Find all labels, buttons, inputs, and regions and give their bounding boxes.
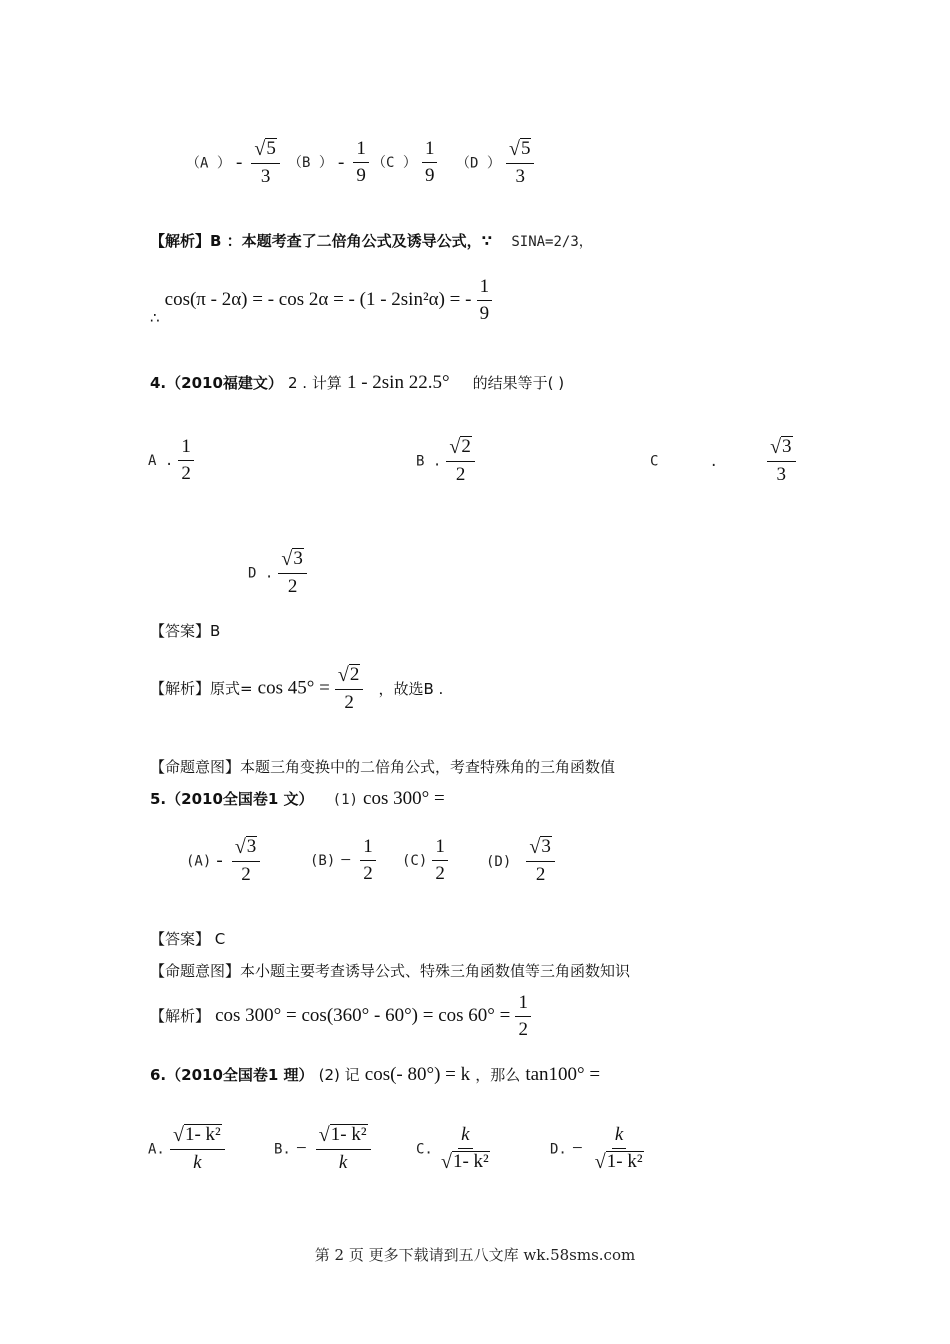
option-label: (A) xyxy=(186,853,212,870)
fraction xyxy=(360,836,376,885)
denominator: 1- k² xyxy=(452,1151,489,1172)
numerator: 1 xyxy=(360,836,376,861)
q4-answer: 【答案】B xyxy=(150,622,221,640)
denominator: 2 xyxy=(455,464,466,485)
stem-text-mid: ，那么 xyxy=(475,1066,521,1084)
option-label: （C ） xyxy=(372,155,417,171)
stem-expression: 1 - 2sin 22.5° xyxy=(346,372,450,393)
numerator: 3 xyxy=(541,836,551,857)
minus-sign: − xyxy=(571,1138,583,1159)
analysis-prefix: 【解析】 xyxy=(150,1007,211,1025)
fraction xyxy=(353,138,369,187)
fraction: k √ 1- k² xyxy=(594,1124,643,1173)
q5-stem xyxy=(150,788,445,810)
q3-analysis-line xyxy=(150,230,593,251)
q4-option-a xyxy=(148,436,194,485)
q5-option-c xyxy=(402,836,448,885)
stem-expression-2: tan100° = xyxy=(525,1064,601,1085)
therefore-symbol: ∴ xyxy=(150,309,160,327)
fraction xyxy=(178,436,194,485)
question-title: 4.（2010福建文） xyxy=(150,374,283,392)
q4-intent: 【命题意图】本题三角变换中的二倍角公式，考查特殊角的三角函数值 xyxy=(150,758,616,776)
fraction: √ 3 2 xyxy=(232,836,260,886)
fraction: √ 3 2 xyxy=(278,548,306,598)
q5-intent: 【命题意图】本小题主要考查诱导公式、特殊三角函数值等三角函数知识 xyxy=(150,962,631,980)
numerator: 1- k² xyxy=(184,1124,221,1145)
numerator: 2 xyxy=(461,436,471,457)
numerator: 5 xyxy=(520,138,531,159)
numerator: 5 xyxy=(266,138,276,159)
stem-number: (1) xyxy=(332,792,358,808)
option-label: B . xyxy=(416,453,442,470)
q3-formula xyxy=(150,276,492,325)
fraction: √ 5 3 xyxy=(251,138,279,188)
analysis-expression: cos 45° = xyxy=(257,677,330,699)
q6-stem xyxy=(150,1064,600,1086)
q3-option-b xyxy=(288,138,369,187)
denominator: 9 xyxy=(424,165,435,186)
q4-analysis xyxy=(150,664,443,714)
option-dot: . xyxy=(709,453,718,470)
fraction: √ 2 2 xyxy=(335,664,363,714)
numerator: 1 xyxy=(422,138,438,163)
option-label: D. xyxy=(550,1141,567,1158)
stem-text: (2) 记 xyxy=(318,1066,360,1084)
denominator: 9 xyxy=(356,165,366,186)
q3-option-a xyxy=(186,138,280,188)
option-label: （A ） xyxy=(186,155,231,172)
option-label: C. xyxy=(416,1141,433,1158)
option-label: (D) xyxy=(486,853,512,870)
stem-expression: cos(- 80°) = k xyxy=(364,1064,471,1085)
numerator: 1 xyxy=(432,836,448,861)
q5-option-a xyxy=(186,836,260,886)
numerator: 3 xyxy=(293,548,303,569)
q5-option-b xyxy=(310,836,376,885)
stem-text: 2 . 计算 xyxy=(287,374,342,392)
q4-option-b xyxy=(416,436,475,486)
fraction: √ 1- k² k xyxy=(316,1124,371,1174)
fraction xyxy=(432,836,448,885)
option-label: (B) xyxy=(310,853,336,869)
q4-stem xyxy=(150,372,564,394)
q3-option-c xyxy=(372,138,437,187)
fraction: √ 5 3 xyxy=(506,138,534,188)
denominator: 3 xyxy=(515,166,525,187)
fraction xyxy=(515,992,531,1041)
numerator: k xyxy=(458,1124,472,1149)
minus-sign: - xyxy=(337,151,345,173)
q4-option-c xyxy=(650,436,796,486)
numerator: 1 xyxy=(515,992,531,1017)
fraction: √ 2 2 xyxy=(446,436,474,486)
fraction: √ 3 3 xyxy=(767,436,795,486)
denominator: 2 xyxy=(535,864,546,885)
page-footer: 第 2 页 更多下载请到五八文库 wk.58sms.com xyxy=(314,1246,636,1264)
fraction xyxy=(477,276,493,325)
stem-expression: cos 300° = xyxy=(363,788,445,809)
numerator: 1 xyxy=(477,276,493,301)
denominator: 2 xyxy=(287,576,298,597)
q5-option-d xyxy=(486,836,555,886)
denominator: 3 xyxy=(260,166,271,187)
denominator: 2 xyxy=(363,863,373,884)
q6-option-b xyxy=(274,1124,371,1174)
denominator: 2 xyxy=(344,692,354,713)
denominator: 2 xyxy=(181,463,191,484)
option-label: B. xyxy=(274,1141,291,1158)
denominator: k xyxy=(193,1152,202,1173)
option-label: A . xyxy=(148,453,174,469)
numerator: 3 xyxy=(246,836,257,857)
option-label: (C) xyxy=(402,853,428,869)
minus-sign: − xyxy=(340,849,352,871)
q6-option-a xyxy=(148,1124,225,1174)
numerator: 1 xyxy=(178,436,194,461)
minus-sign: - xyxy=(216,850,223,871)
option-label: D . xyxy=(248,565,274,582)
numerator: 1- k² xyxy=(330,1124,367,1145)
q6-option-c xyxy=(416,1124,493,1174)
numerator: 3 xyxy=(782,436,792,457)
option-label: C xyxy=(650,453,659,470)
denominator: 2 xyxy=(518,1019,528,1040)
numerator: k xyxy=(612,1124,626,1149)
denominator: 1- k² xyxy=(606,1151,643,1172)
q3-option-d xyxy=(456,138,534,188)
question-title: 6.（2010全国卷1 理） xyxy=(150,1066,314,1084)
q4-option-d xyxy=(248,548,307,598)
q5-analysis xyxy=(150,992,531,1041)
analysis-prefix: 【解析】原式= xyxy=(150,679,253,698)
analysis-expression: cos 300° = cos(360° - 60°) = cos 60° = xyxy=(215,1005,511,1026)
denominator: 3 xyxy=(776,464,787,485)
given-value: SINA=2/3， xyxy=(511,234,593,250)
denominator: 9 xyxy=(479,303,490,324)
stem-text-end: 的结果等于( ) xyxy=(472,374,565,392)
option-label: （D ） xyxy=(456,155,501,172)
option-label: （B ） xyxy=(288,155,333,171)
fraction: k √ 1- k² xyxy=(440,1124,489,1173)
fraction: √ 3 2 xyxy=(526,836,554,886)
numerator: 1 xyxy=(353,138,369,163)
denominator: 2 xyxy=(241,864,251,885)
fraction xyxy=(422,138,438,187)
denominator: k xyxy=(338,1152,348,1173)
analysis-suffix: ，故选B . xyxy=(378,679,444,698)
q5-answer: 【答案】 C xyxy=(150,930,226,948)
analysis-prefix: 【解析】B ：本题考查了二倍角公式及诱导公式，∵ xyxy=(150,232,493,250)
q6-option-d xyxy=(550,1124,647,1174)
minus-sign: − xyxy=(295,1138,307,1159)
formula-expr: cos(π - 2α) = - cos 2α = - (1 - 2sin²α) = - xyxy=(164,289,472,310)
question-title: 5.（2010全国卷1 文） xyxy=(150,790,314,808)
option-label: A. xyxy=(148,1141,165,1158)
fraction: √ 1- k² k xyxy=(170,1124,225,1174)
numerator: 2 xyxy=(349,664,360,685)
denominator: 2 xyxy=(435,863,445,884)
minus-sign: - xyxy=(235,152,243,173)
